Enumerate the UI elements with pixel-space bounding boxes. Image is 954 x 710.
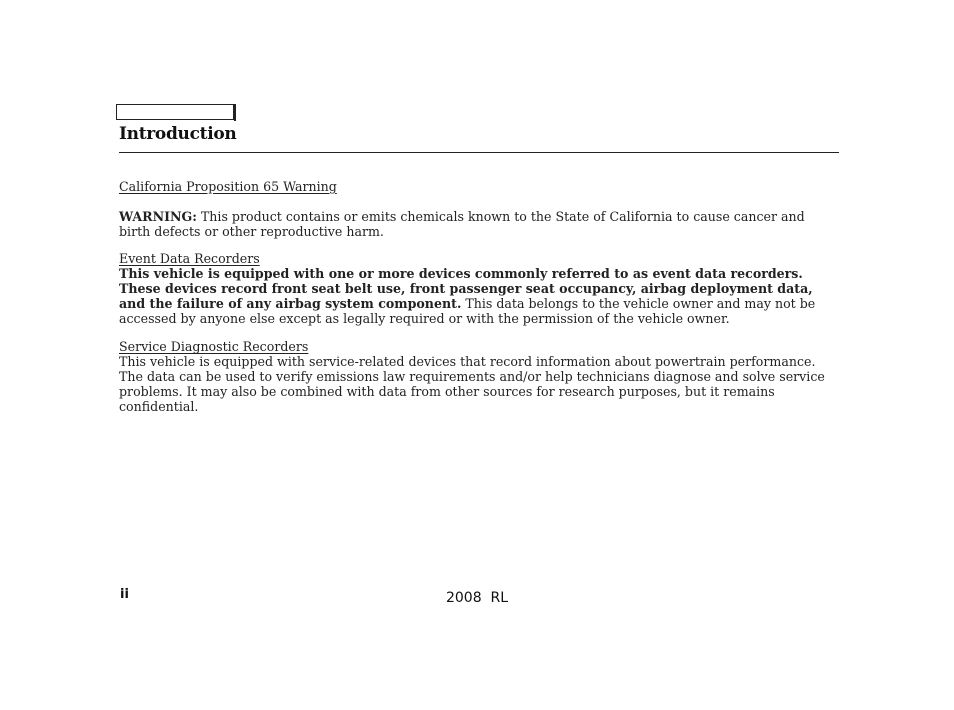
event-data-text: This data belongs to the vehicle owner and may not be accessed by anyone else except as legally required or with the permission of the vehicle owner. xyxy=(119,295,816,326)
service-diag-heading: Service Diagnostic Recorders xyxy=(119,339,309,355)
prop65-heading: California Proposition 65 Warning xyxy=(119,179,337,194)
warning-label: WARNING: xyxy=(119,208,197,224)
service-diag-section xyxy=(119,340,839,414)
section-tab-box xyxy=(116,104,234,120)
page-number: ii xyxy=(120,587,129,602)
service-diag-paragraph: This vehicle is equipped with service-related devices that record information about powertrain performance. The data can be used to verify emissions law requirements and/or help technicians diagnose and solve service problems. It may also be combined with data from other sources for research purposes, but it remains confidential. xyxy=(119,354,825,414)
page-content xyxy=(119,180,839,414)
event-data-bold-text: This vehicle is equipped with one or more devices commonly referred to as event data recorders. These devices record front seat belt use, front passenger seat occupancy, airbag deployment data, and the failure of any airbag system component. xyxy=(119,266,813,311)
prop65-section xyxy=(119,180,839,239)
warning-text: This product contains or emits chemicals known to the State of California to cause cancer and birth defects or other reproductive harm. xyxy=(119,208,805,239)
page-title: Introduction xyxy=(119,124,237,144)
footer-model: 2008 RL xyxy=(445,590,509,606)
event-data-paragraph xyxy=(119,267,839,326)
prop65-paragraph xyxy=(119,210,839,240)
event-data-section xyxy=(119,252,839,326)
event-data-heading: Event Data Recorders xyxy=(119,251,260,267)
title-divider xyxy=(119,152,839,153)
